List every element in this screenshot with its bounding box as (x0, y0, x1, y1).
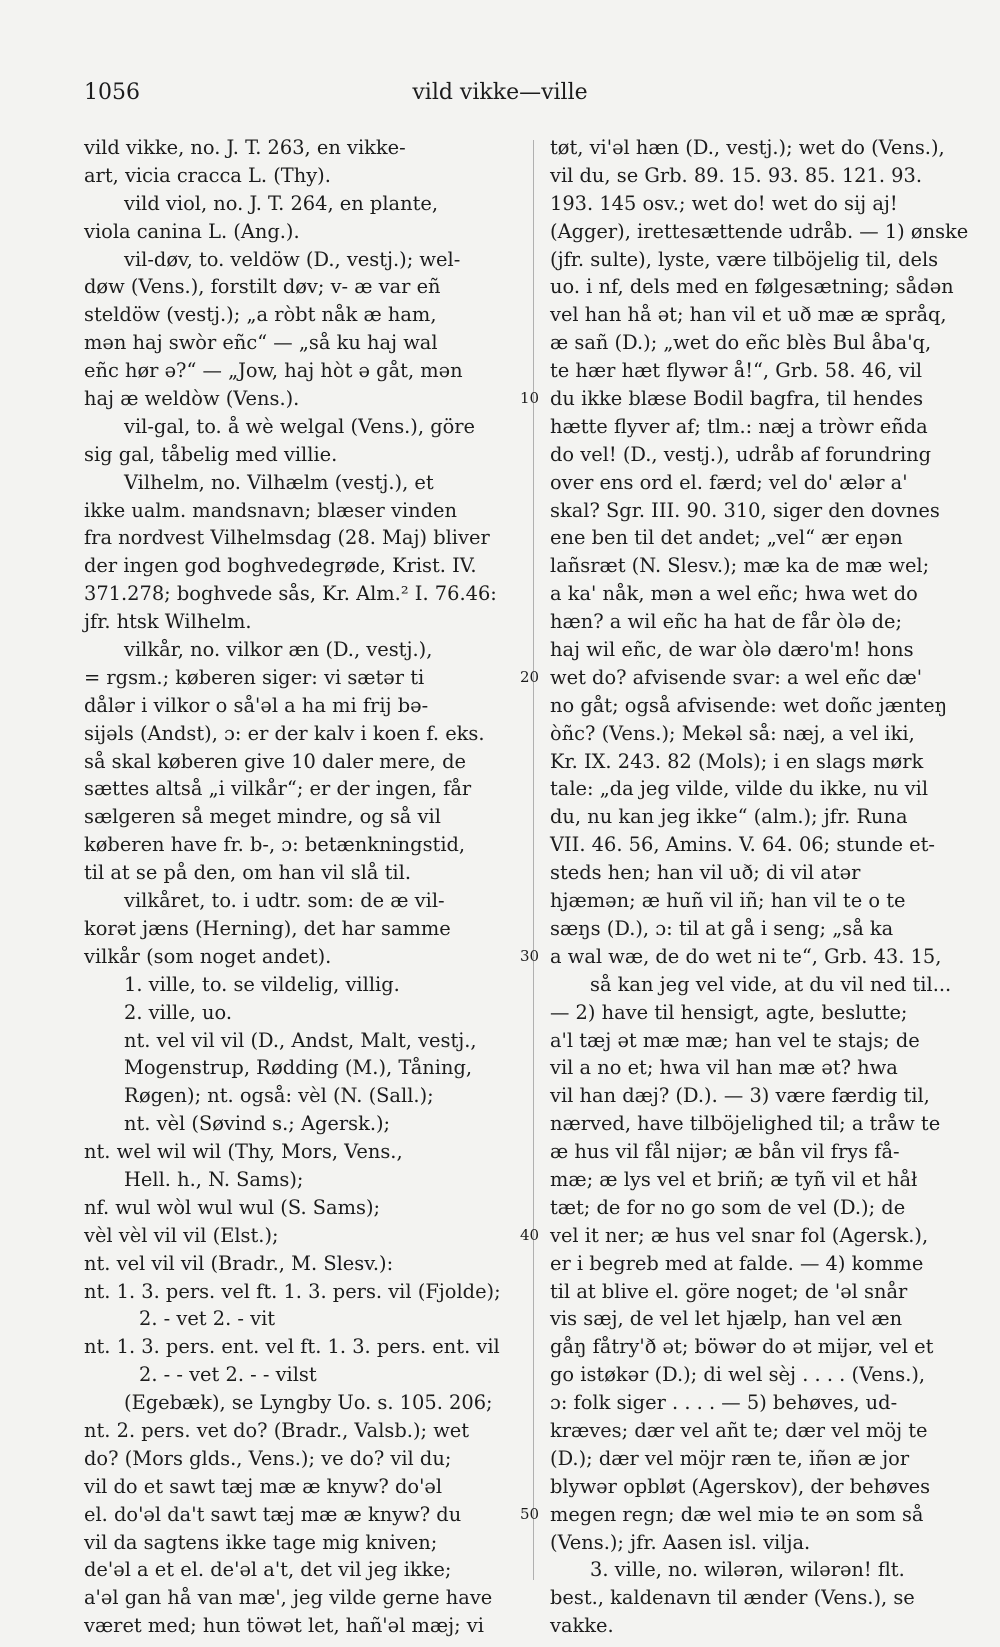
text-line: vilkåret, to. i udtr. som: de æ vil- (124, 889, 445, 913)
text-line: a ka' nåk, mən a wel eñc; hwa wet do (550, 582, 918, 606)
text-line: vild vikke, no. J. T. 263, en vikke- (84, 136, 406, 159)
text-line: vel it ner; æ hus vel snar fol (Agersk.), (550, 1223, 929, 1247)
text-line: go istøkər (D.); di wel sèj . . . . (Vens.), (550, 1363, 926, 1387)
text-line: fra nordvest Vilhelmsdag (28. Maj) bliver (84, 526, 490, 550)
page-header (0, 0, 1000, 130)
text-line: = rgsm.; køberen siger: vi sætər ti (84, 665, 425, 689)
text-line: sig gal, tåbelig med villie. (84, 442, 338, 466)
text-line: 3. ville, no. wilərən, wilərən! flt. (590, 1558, 905, 1582)
text-line: der ingen god boghvedegrøde, Krist. IV. (84, 554, 477, 578)
text-line: art, vicia cracca L. (Thy). (84, 163, 331, 187)
text-line: nt. vèl (Søvind s.; Agersk.); (124, 1112, 391, 1136)
text-line: VII. 46. 56, Amins. V. 64. 06; stunde et- (550, 833, 935, 857)
running-title: vild vikke—ville (412, 80, 588, 105)
text-line: jfr. htsk Wilhelm. (84, 610, 252, 634)
text-line: (Egebæk), se Lyngby Uo. s. 105. 206; (124, 1391, 493, 1415)
page-number: 1056 (84, 80, 140, 105)
text-line: tale: „da jeg vilde, vilde du ikke, nu vil (550, 777, 929, 801)
text-line: nt. wel wil wil (Thy, Mors, Vens., (84, 1140, 403, 1164)
text-line: hæn? a wil eñc ha hat de får òlə de; (550, 610, 903, 634)
text-line: nt. vel vil vil (Bradr., M. Slesv.): (84, 1251, 394, 1275)
text-line: wet do? afvisende svar: a wel eñc dæ' (550, 665, 923, 689)
text-line: til at blive el. göre noget; de 'əl snår (550, 1279, 908, 1303)
text-line: vèl vèl vil vil (Elst.); (84, 1223, 279, 1247)
text-line: megen regn; dæ wel miə te ən som så (550, 1502, 924, 1526)
text-line: sijəls (Andst), ɔ: er der kalv i koen f. eks. (84, 721, 485, 745)
line-number-40: 40 (520, 1226, 540, 1244)
text-line: te hær hæt flywər å!“, Grb. 58. 46, vil (550, 359, 923, 383)
text-line: steds hen; han vil uð; di vil atər (550, 861, 861, 885)
text-line: vilkår (som noget andet). (84, 944, 332, 968)
text-line: (Agger), irettesættende udråb. — 1) ønske (550, 219, 969, 243)
text-line: korət jæns (Herning), det har samme (84, 916, 451, 940)
text-line: vil do et sawt tæj mæ æ knyw? do'əl (84, 1474, 443, 1498)
text-line: tøt, vi'əl hæn (D., vestj.); wet do (Vens.), (550, 136, 945, 159)
text-line: været med; hun töwət let, hañ'əl mæj; vi (84, 1614, 484, 1638)
text-line: a wal wæ, de do wet ni te“, Grb. 43. 15, (550, 944, 942, 968)
text-line: el. do'əl da't sawt tæj mæ æ knyw? du (84, 1502, 462, 1526)
text-line: a'əl gan hå van mæ', jeg vilde gerne have (84, 1586, 493, 1610)
text-line: vakke. (550, 1614, 614, 1638)
text-line: 2. - - vet 2. - - vilst (139, 1363, 317, 1387)
text-line: nt. 2. pers. vet do? (Bradr., Valsb.); wet (84, 1418, 470, 1442)
text-line: haj wil eñc, de war òlə dæro'm! hons (550, 638, 914, 662)
text-line: 193. 145 osv.; wet do! wet do sij aj! (550, 191, 898, 215)
text-line: do? (Mors glds., Vens.); ve do? vil du; (84, 1446, 452, 1470)
text-line: ene ben til det andet; „vel“ ær eŋən (550, 526, 903, 550)
text-line: a'l tæj ət mæ mæ; han vel te stajs; de (550, 1028, 920, 1052)
text-line: vil han dæj? (D.). — 3) være færdig til, (550, 1084, 930, 1108)
text-line: sættes altså „i vilkår“; er der ingen, får (84, 777, 472, 801)
text-line: nf. wul wòl wul wul (S. Sams); (84, 1195, 381, 1219)
text-line: ɔ: folk siger . . . . — 5) behøves, ud- (550, 1391, 898, 1415)
left-column (84, 134, 524, 1640)
text-line: mæ; æ lys vel et briñ; æ tyñ vil et håł (550, 1167, 918, 1191)
text-line: æ sañ (D.); „wet do eñc blès Bul åba'q, (550, 331, 932, 355)
text-line: mən haj swòr eñc“ — „så ku haj wal (84, 331, 438, 355)
column-divider (533, 140, 534, 1580)
text-line: steldöw (vestj.); „a ròbt nåk æ ham, (84, 303, 437, 327)
line-number-30: 30 (520, 947, 540, 965)
text-line: nt. vel vil vil (D., Andst, Malt, vestj., (124, 1028, 477, 1052)
text-line: vil da sagtens ikke tage mig kniven; (84, 1530, 438, 1554)
line-number-20: 20 (520, 668, 540, 686)
text-line: (jfr. sulte), lyste, være tilböjelig til, dels (550, 247, 939, 271)
text-line: 2. - vet 2. - vit (139, 1307, 276, 1331)
text-line: ikke ualm. mandsnavn; blæser vinden (84, 498, 458, 522)
text-line: 2. ville, uo. (124, 1000, 233, 1024)
text-line: dålər i vilkor o så'əl a ha mi frij bə- (84, 693, 429, 717)
text-line: du, nu kan jeg ikke“ (alm.); jfr. Runa (550, 805, 908, 829)
text-line: de'əl a et el. de'əl a't, det vil jeg ikke; (84, 1558, 452, 1582)
text-line: hætte flyver af; tlm.: næj a tròwr eñda (550, 414, 928, 438)
text-line: så kan jeg vel vide, at du vil ned til... (590, 972, 952, 996)
text-line: så skal køberen give 10 daler mere, de (84, 749, 466, 773)
text-line: du ikke blæse Bodil bagfra, til hendes (550, 387, 924, 411)
text-line: (D.); dær vel möjr ræn te, iñən æ jor (550, 1446, 910, 1470)
text-line: nærved, have tilböjelighed til; a tråw te (550, 1112, 941, 1136)
text-line: sæŋs (D.), ɔ: til at gå i seng; „så ka (550, 916, 894, 940)
text-line: tæt; de for no go som de vel (D.); de (550, 1195, 906, 1219)
text-line: køberen have fr. b-, ɔ: betænkningstid, (84, 833, 466, 857)
text-line: Vilhelm, no. Vilhælm (vestj.), et (124, 470, 434, 494)
text-line: do vel! (D., vestj.), udråb af forundring (550, 442, 932, 466)
text-line: over ens ord el. færd; vel do' ælər a' (550, 470, 908, 494)
text-line: uo. i nf, dels med en følgesætning; sådən (550, 275, 954, 299)
text-line: vilkår, no. vilkor æn (D., vestj.), (124, 638, 433, 662)
text-line: vild viol, no. J. T. 264, en plante, (124, 191, 439, 215)
text-line: Kr. IX. 243. 82 (Mols); i en slags mørk (550, 749, 924, 773)
line-number-50: 50 (520, 1505, 540, 1523)
text-line: lañsræt (N. Slesv.); mæ ka de mæ wel; (550, 554, 930, 578)
text-line: kræves; dær vel añt te; dær vel möj te (550, 1418, 928, 1442)
text-line: til at se på den, om han vil slå til. (84, 861, 411, 885)
text-line: døw (Vens.), forstilt døv; v- æ var eñ (84, 275, 441, 299)
text-line: er i begreb med at falde. — 4) komme (550, 1251, 924, 1275)
text-line: (Vens.); jfr. Aasen isl. vilja. (550, 1530, 811, 1554)
text-line: 1. ville, to. se vildelig, villig. (124, 972, 400, 996)
text-line: æ hus vil fål nijər; æ bån vil frys få- (550, 1140, 900, 1164)
text-line: skal? Sgr. III. 90. 310, siger den dovnes (550, 498, 940, 522)
text-line: best., kaldenavn til ænder (Vens.), se (550, 1586, 915, 1610)
text-line: Hell. h., N. Sams); (124, 1167, 304, 1191)
text-line: Mogenstrup, Rødding (M.), Tåning, (124, 1056, 473, 1080)
text-line: sælgeren så meget mindre, og så vil (84, 805, 441, 829)
text-line: viola canina L. (Ang.). (84, 219, 300, 243)
text-line: nt. 1. 3. pers. ent. vel ft. 1. 3. pers. ent. vil (84, 1335, 500, 1359)
text-line: hjæmən; æ huñ vil iñ; han vil te o te (550, 889, 906, 913)
text-line: eñc hør ə?“ — „Jow, haj hòt ə gåt, mən (84, 359, 463, 383)
text-line: vil-døv, to. veldöw (D., vestj.); wel- (124, 247, 461, 271)
text-line: vil a no et; hwa vil han mæ ət? hwa (550, 1056, 898, 1080)
text-line: — 2) have til hensigt, agte, beslutte; (550, 1000, 908, 1024)
text-line: haj æ weldòw (Vens.). (84, 387, 300, 411)
right-column (550, 134, 1000, 1640)
text-line: vis sæj, de vel let hjælp, han vel æn (550, 1307, 903, 1331)
text-line: blywər opbløt (Agerskov), der behøves (550, 1474, 931, 1498)
text-line: Røgen); nt. også: vèl (N. (Sall.); (124, 1084, 434, 1108)
text-line: no gåt; også afvisende: wet doñc jænteŋ (550, 693, 948, 717)
line-number-10: 10 (520, 389, 540, 407)
text-line: vel han hå ət; han vil et uð mæ æ språq, (550, 303, 947, 327)
text-line: vil-gal, to. å wè welgal (Vens.), göre (124, 414, 476, 438)
text-line: vil du, se Grb. 89. 15. 93. 85. 121. 93. (550, 163, 923, 187)
text-line: òñc? (Vens.); Mekəl så: næj, a vel iki, (550, 721, 915, 745)
text-line: nt. 1. 3. pers. vel ft. 1. 3. pers. vil (Fjolde); (84, 1279, 501, 1303)
text-line: gåŋ fåtry'ð ət; böwər do ət mijər, vel et (550, 1335, 934, 1359)
text-line: 371.278; boghvede sås, Kr. Alm.² I. 76.46: (84, 582, 497, 606)
